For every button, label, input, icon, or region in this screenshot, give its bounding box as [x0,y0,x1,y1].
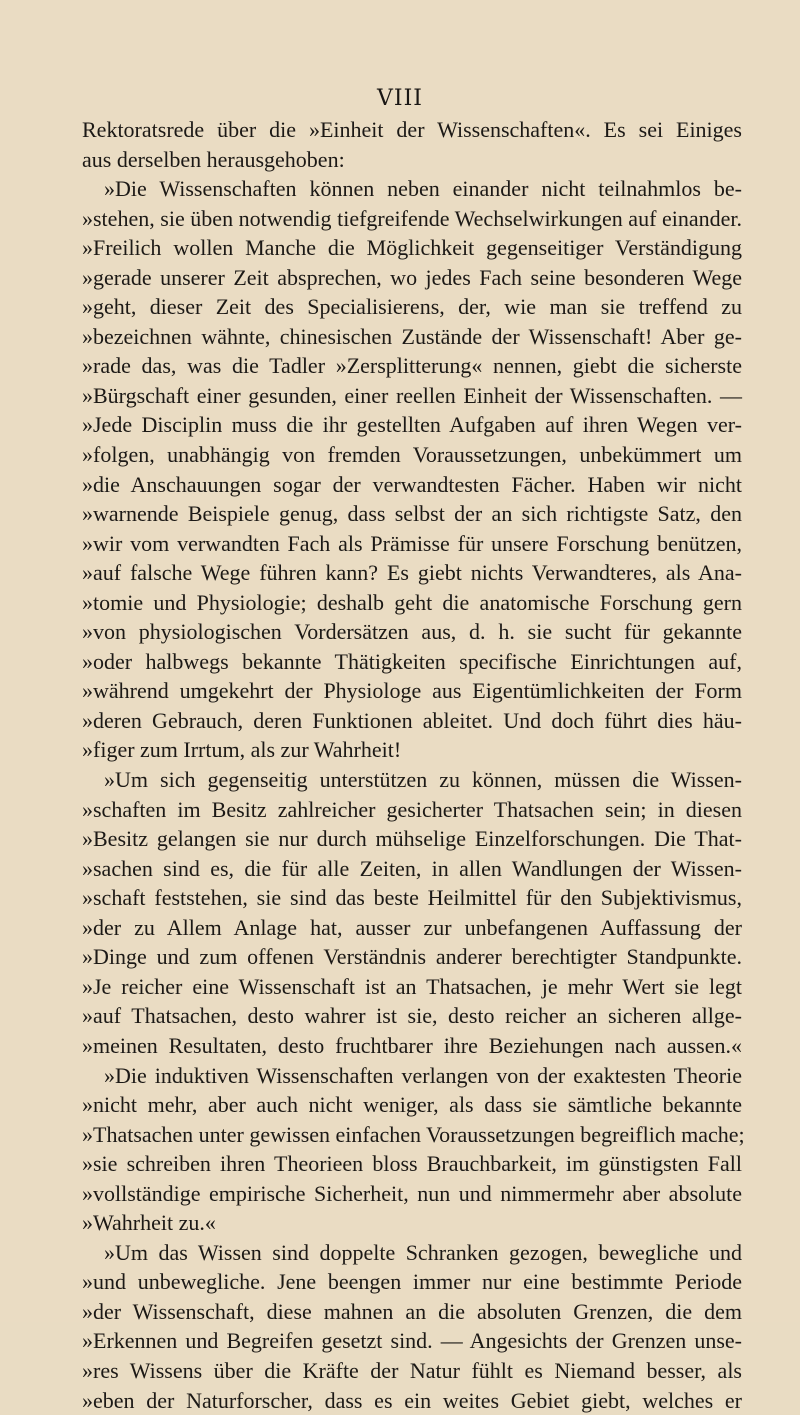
text-line: »die Anschauungen sogar der verwandtesten Fächer. Haben wir nicht [82,471,742,497]
text-line: »Jede Disciplin muss die ihr gestellten Aufgaben auf ihren Wegen ver- [82,412,742,438]
text-line: »Um sich gegenseitig unterstützen zu können, müssen die Wissen- [104,767,742,793]
text-line: »Bürgschaft einer gesunden, einer reellen Einheit der Wissenschaften. — [82,382,742,408]
text-line: Rektoratsrede über die »Einheit der Wissenschaften«. Es sei Einiges [82,117,742,142]
text-line: »Freilich wollen Manche die Möglichkeit gegenseitiger Verständigung [82,235,742,261]
page-number: VIII [377,86,423,111]
text-line: »Wahrheit zu.« [82,1210,216,1236]
text-line: »vollständige empirische Sicherheit, nun und nimmermehr aber absolute [82,1180,742,1206]
text-line: »Thatsachen unter gewissen einfachen Voraussetzungen begreiflich mache; [82,1121,745,1147]
text-line: »sachen sind es, die für alle Zeiten, in allen Wandlungen der Wissen- [82,855,742,881]
text-line: »meinen Resultaten, desto fruchtbarer ihre Beziehungen nach aussen.« [82,1032,742,1058]
text-line: »Die Wissenschaften können neben einander nicht teilnahmlos be- [104,176,742,202]
text-line: »Erkennen und Begreifen gesetzt sind. — Angesichts der Grenzen unse- [82,1328,742,1354]
text-line: aus derselben herausgehoben: [82,146,345,172]
text-line: »folgen, unabhängig von fremden Voraussetzungen, unbekümmert um [82,442,742,468]
text-line: »wir vom verwandten Fach als Prämisse für unsere Forschung benützen, [82,530,742,556]
text-line: »während umgekehrt der Physiologe aus Eigentümlichkeiten der Form [82,678,742,704]
text-line: »stehen, sie üben notwendig tiefgreifende Wechselwirkungen auf einander. [82,205,742,231]
text-line: »rade das, was die Tadler »Zersplitterung« nennen, giebt die sicherste [82,353,742,379]
text-line: »auf Thatsachen, desto wahrer ist sie, desto reicher an sicheren allge- [82,1003,742,1029]
text-line: »auf falsche Wege führen kann? Es giebt nichts Verwandteres, als Ana- [82,560,742,586]
text-line: »geht, dieser Zeit des Specialisierens, der, wie man sie treffend zu [82,294,742,320]
text-line: »Je reicher eine Wissenschaft ist an Thatsachen, je mehr Wert sie legt [82,973,742,999]
text-line: »Die induktiven Wissenschaften verlangen von der exaktesten Theorie [104,1062,742,1088]
text-line: »schaft feststehen, sie sind das beste Heilmittel für den Subjektivismus, [82,885,742,911]
text-line: »gerade unserer Zeit absprechen, wo jedes Fach seine besonderen Wege [82,264,742,290]
text-line: »der Wissenschaft, diese mahnen an die absoluten Grenzen, die dem [82,1298,742,1324]
text-line: »sie schreiben ihren Theorieen bloss Brauchbarkeit, im günstigsten Fall [82,1151,742,1177]
text-line: »figer zum Irrtum, als zur Wahrheit! [82,737,402,763]
text-line: »Besitz gelangen sie nur durch mühselige Einzelforschungen. Die That- [82,826,742,852]
text-line: »schaften im Besitz zahlreicher gesicherter Thatsachen sein; in diesen [82,796,742,822]
text-line: »tomie und Physiologie; deshalb geht die anatomische Forschung gern [82,589,742,615]
text-line: »deren Gebrauch, deren Funktionen ableitet. Und doch führt dies häu- [82,707,742,733]
text-line: »eben der Naturforscher, dass es ein weites Gebiet giebt, welches er [82,1387,742,1413]
text-line: »von physiologischen Vordersätzen aus, d. h. sie sucht für gekannte [82,619,742,645]
text-line: »res Wissens über die Kräfte der Natur fühlt es Niemand besser, als [82,1357,742,1383]
text-line: »nicht mehr, aber auch nicht weniger, als dass sie sämtliche bekannte [82,1092,742,1118]
text-line: »oder halbwegs bekannte Thätigkeiten specifische Einrichtungen auf, [82,648,742,674]
text-line: »bezeichnen wähnte, chinesischen Zustände der Wissenschaft! Aber ge- [82,323,742,349]
body-text [82,115,745,1415]
text-line: »warnende Beispiele genug, dass selbst der an sich richtigste Satz, den [82,501,742,527]
text-line: »Um das Wissen sind doppelte Schranken gezogen, bewegliche und [104,1239,742,1265]
text-line: »und unbewegliche. Jene beengen immer nur eine bestimmte Periode [82,1269,742,1295]
text-line: »Dinge und zum offenen Verständnis anderer berechtigter Standpunkte. [82,944,742,970]
text-line: »der zu Allem Anlage hat, ausser zur unbefangenen Auffassung der [82,914,742,940]
